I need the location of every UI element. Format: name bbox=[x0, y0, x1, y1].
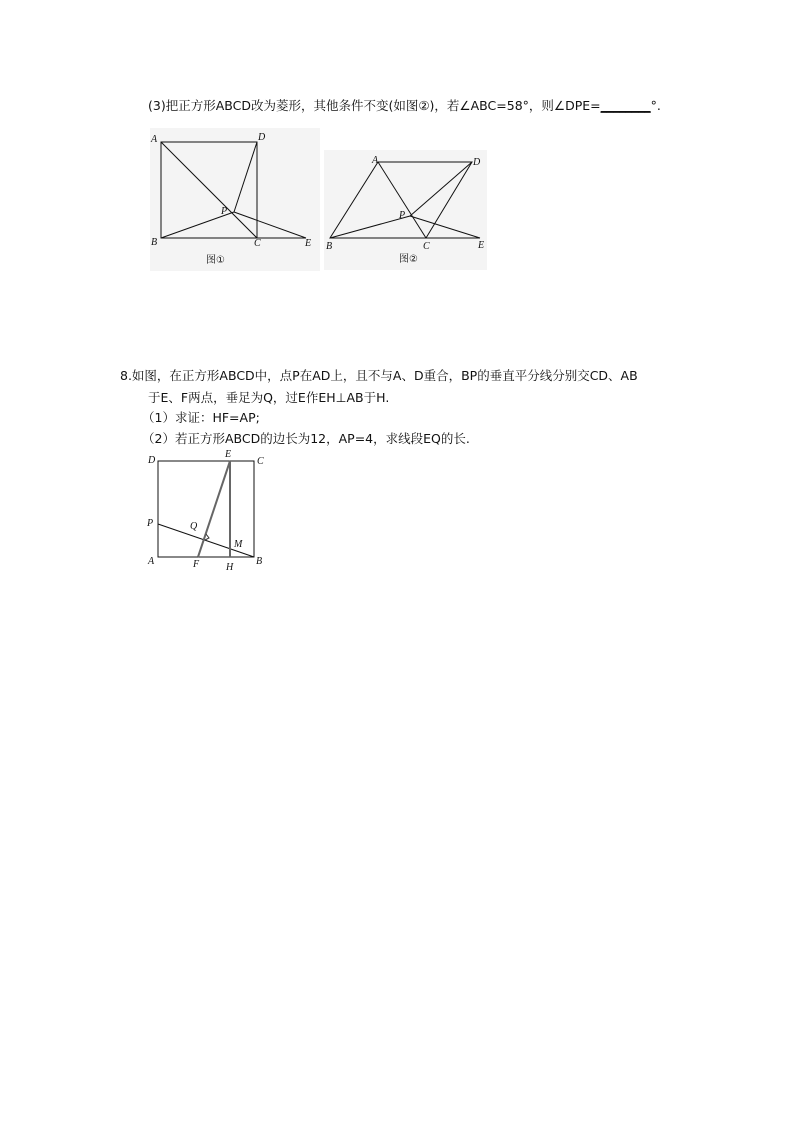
q8-part1: （1）求证：HF=AP; bbox=[142, 410, 260, 425]
q7-part3-suffix: °. bbox=[650, 98, 661, 113]
label-b: B bbox=[256, 556, 263, 567]
figure-3 bbox=[144, 450, 274, 575]
label-p: P bbox=[221, 206, 228, 217]
q7-part3-text bbox=[148, 98, 661, 114]
label-d: D bbox=[258, 132, 266, 143]
label-b: B bbox=[326, 241, 333, 252]
segment-ef bbox=[198, 461, 230, 557]
figure-2-caption: 图② bbox=[399, 254, 418, 265]
label-d: D bbox=[473, 157, 481, 168]
q7-part3-prefix: (3)把正方形ABCD改为菱形，其他条件不变(如图②)，若∠ABC=58°，则∠DPE= bbox=[148, 98, 601, 113]
label-a: A bbox=[148, 556, 155, 567]
q8-line1: 8.如图，在正方形ABCD中，点P在AD上，且不与A、D重合，BP的垂直平分线分别交CD、AB bbox=[120, 368, 638, 383]
label-h: H bbox=[226, 562, 234, 573]
label-f: F bbox=[193, 559, 200, 570]
figure-1 bbox=[148, 128, 318, 273]
label-a: A bbox=[151, 134, 158, 145]
label-m: M bbox=[234, 539, 243, 550]
q8-line2: 于E、F两点，垂足为Q，过E作EH⊥AB于H. bbox=[148, 390, 390, 405]
answer-blank[interactable]: ________ bbox=[600, 98, 651, 113]
label-p: P bbox=[399, 210, 406, 221]
label-b: B bbox=[151, 237, 158, 248]
label-e: E bbox=[305, 238, 312, 249]
figure-1-caption: 图① bbox=[206, 255, 225, 266]
figure-2 bbox=[322, 150, 487, 270]
label-c: C bbox=[254, 238, 261, 249]
label-c: C bbox=[423, 241, 430, 252]
label-d: D bbox=[148, 455, 156, 466]
q8-part2: （2）若正方形ABCD的边长为12，AP=4，求线段EQ的长. bbox=[142, 431, 470, 446]
figure-1-background bbox=[150, 128, 320, 271]
label-e: E bbox=[225, 449, 232, 460]
label-p: P bbox=[147, 518, 154, 529]
label-c: C bbox=[257, 456, 264, 467]
label-e: E bbox=[478, 240, 485, 251]
label-q: Q bbox=[190, 521, 198, 532]
figure-2-background bbox=[324, 150, 487, 270]
label-a: A bbox=[372, 155, 379, 166]
